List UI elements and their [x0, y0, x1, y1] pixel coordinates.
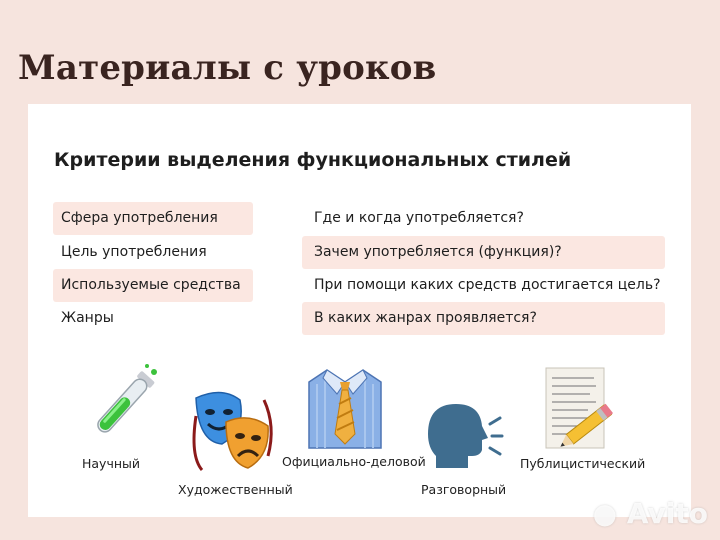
page-title: Материалы с уроков [18, 48, 437, 88]
criterion-goal: Цель употребления [61, 244, 207, 260]
criterion-sphere: Сфера употребления [53, 202, 253, 235]
question-sphere: Где и когда употребляется? [314, 210, 524, 226]
watermark-text: Avito [626, 497, 708, 530]
criterion-genres: Жанры [61, 310, 114, 326]
style-label-scientific: Научный [82, 456, 141, 471]
style-label-colloquial: Разговорный [421, 482, 507, 497]
test-tube-icon [76, 362, 166, 452]
theater-masks-icon [188, 386, 278, 474]
criteria-card [28, 104, 691, 517]
criterion-means: Используемые средства [53, 269, 253, 302]
card-title: Критерии выделения функциональных стилей [54, 149, 572, 171]
question-genres: В каких жанрах проявляется? [302, 302, 665, 335]
avito-logo-icon: ● [592, 497, 618, 530]
shirt-tie-icon [305, 364, 385, 452]
memo-pencil-icon [540, 364, 620, 452]
question-means: При помощи каких средств достигается цель? [314, 277, 661, 293]
avito-watermark [593, 497, 708, 530]
question-goal: Зачем употребляется (функция)? [302, 236, 665, 269]
style-label-artistic: Художественный [178, 482, 293, 497]
style-label-publicistic: Публицистический [520, 456, 646, 471]
style-label-official: Официально-деловой [282, 454, 426, 469]
speaking-head-icon [422, 400, 504, 470]
